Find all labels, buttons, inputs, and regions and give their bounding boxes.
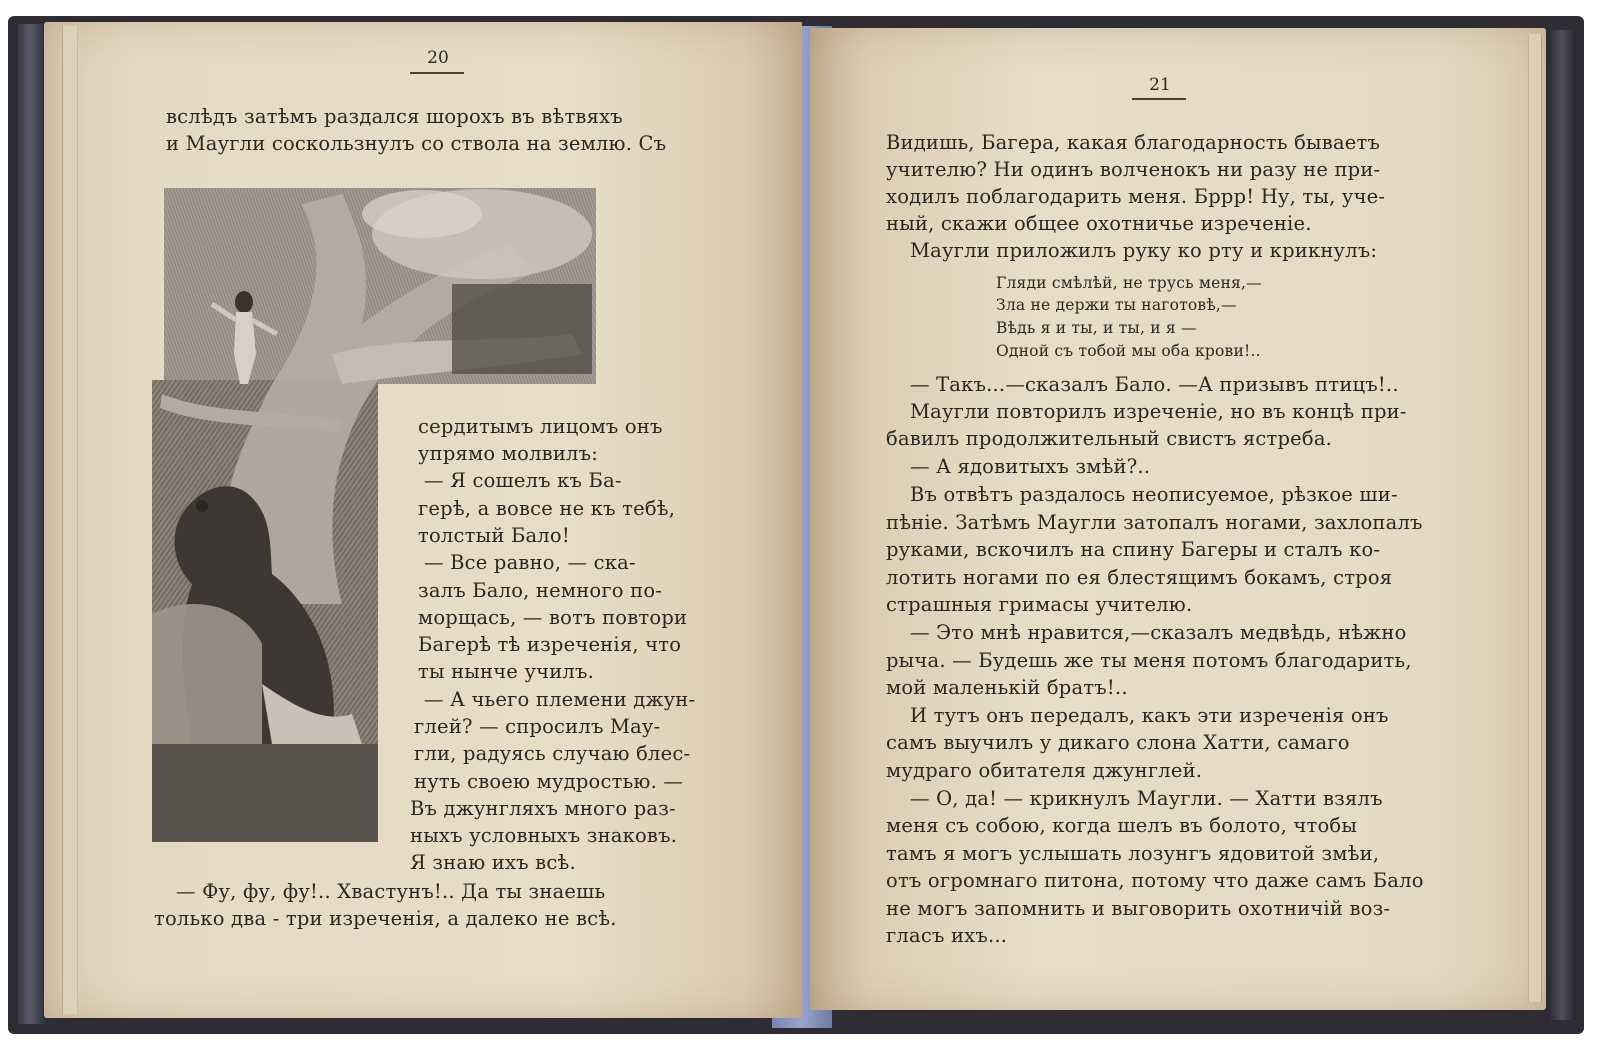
left-bottom-line-2: только два - три изреченія, а далеко не всѣ. — [154, 907, 617, 930]
left-side-line-13: гли, радуясь случаю блес- — [414, 742, 691, 765]
right-line-4: ный, скажи общее охотничье изреченіе. — [886, 212, 1312, 235]
right-line-20: мудраго обитателя джунглей. — [886, 759, 1203, 782]
right-line-16: рыча. — Будешь же ты меня потомъ благодарить, — [886, 649, 1412, 672]
left-side-line-11: — А чьего племени джун- — [424, 688, 696, 711]
right-line-12: руками, вскочилъ на спину Багеры и сталъ ко- — [886, 538, 1381, 561]
left-side-line-17: Я знаю ихъ всѣ. — [410, 851, 576, 874]
right-line-8: бавилъ продолжительный свистъ ястреба. — [886, 427, 1333, 450]
right-line-5: Маугли приложилъ руку ко рту и крикнулъ: — [910, 239, 1378, 262]
left-page-number-rule — [410, 72, 464, 74]
left-side-line-8: морщась, — вотъ повтори — [418, 606, 688, 629]
right-line-18: И тутъ онъ передалъ, какъ эти изреченія онъ — [910, 704, 1389, 727]
left-side-line-6: — Все равно, — ска- — [424, 551, 636, 574]
right-line-14: страшныя гримасы учителю. — [886, 593, 1193, 616]
left-side-line-14: нуть своею мудростью. — — [414, 770, 684, 793]
right-line-21: — О, да! — крикнулъ Маугли. — Хатти взялъ — [910, 787, 1383, 810]
verse-line-3: Вѣдь я и ты, и ты, и я — — [996, 319, 1197, 337]
right-line-1: Видишь, Багера, какая благодарность бываетъ — [886, 131, 1381, 154]
left-line-1: вслѣдъ затѣмъ раздался шорохъ въ вѣтвяхъ — [166, 105, 623, 128]
left-bottom-line-1: — Фу, фу, фу!.. Хвастунъ!.. Да ты знаешь — [176, 880, 606, 903]
left-page-number: 20 — [427, 48, 449, 68]
left-side-line-15: Въ джунгляхъ много раз- — [410, 797, 676, 820]
right-page-number: 21 — [1149, 75, 1171, 95]
right-line-6: — Такъ...—сказалъ Бало. —А призывъ птицъ!.. — [910, 373, 1399, 396]
left-line-2: и Маугли соскользнулъ со ствола на землю. Съ — [166, 132, 667, 155]
right-line-2: учителю? Ни одинъ волченокъ ни разу не при- — [886, 158, 1381, 181]
left-side-line-16: ныхъ условныхъ знаковъ. — [410, 824, 678, 847]
left-page-leaf-edge — [62, 26, 78, 1014]
left-side-line-12: глей? — спросилъ Мау- — [414, 715, 661, 738]
right-page-leaf-edge — [1528, 34, 1542, 1002]
left-side-line-9: Багерѣ тѣ изреченія, что — [418, 633, 682, 656]
left-side-line-7: залъ Бало, немного по- — [418, 579, 663, 602]
left-side-line-2: упрямо молвилъ: — [418, 442, 598, 465]
verse-line-1: Гляди смѣлѣй, не трусь меня,— — [996, 274, 1262, 292]
right-line-24: отъ огромнаго питона, потому что даже самъ Бало — [886, 869, 1424, 892]
right-line-23: тамъ я могъ услышать лозунгъ ядовитой змѣи, — [886, 842, 1380, 865]
left-side-line-1: сердитымъ лицомъ онъ — [418, 415, 663, 438]
left-side-line-3: — Я сошелъ къ Ба- — [424, 469, 622, 492]
left-side-line-5: толстый Бало! — [418, 524, 570, 547]
right-line-3: ходилъ поблагодарить меня. Бррр! Ну, ты, уче- — [886, 185, 1386, 208]
right-line-13: лотить ногами по ея блестящимъ бокамъ, строя — [886, 566, 1393, 589]
right-line-11: пѣніе. Затѣмъ Маугли затопалъ ногами, захлопалъ — [886, 511, 1423, 534]
right-line-9: — А ядовитыхъ змѣй?.. — [910, 455, 1151, 478]
verse-line-4: Одной съ тобой мы оба крови!.. — [996, 342, 1261, 360]
cover-edge-right — [1548, 30, 1576, 1020]
right-line-19: самъ выучилъ у дикаго слона Хатти, самаго — [886, 731, 1350, 754]
left-side-line-4: герѣ, а вовсе не къ тебѣ, — [418, 497, 676, 520]
right-line-26: гласъ ихъ... — [886, 924, 1008, 947]
right-line-17: мой маленькій братъ!.. — [886, 676, 1128, 699]
right-page-number-rule — [1132, 98, 1186, 100]
right-line-22: меня съ собою, когда шелъ въ болото, чтобы — [886, 814, 1358, 837]
left-side-line-10: ты нынче училъ. — [418, 660, 595, 683]
right-line-7: Маугли повторилъ изреченіе, но въ концѣ при- — [910, 400, 1407, 423]
right-line-25: не могъ запомнить и выговорить охотничій воз- — [886, 897, 1391, 920]
verse-line-2: Зла не держи ты наготовѣ,— — [996, 296, 1237, 314]
right-line-10: Въ отвѣтъ раздалось неописуемое, рѣзкое ши- — [910, 483, 1398, 506]
right-line-15: — Это мнѣ нравится,—сказалъ медвѣдь, нѣжно — [910, 621, 1407, 644]
